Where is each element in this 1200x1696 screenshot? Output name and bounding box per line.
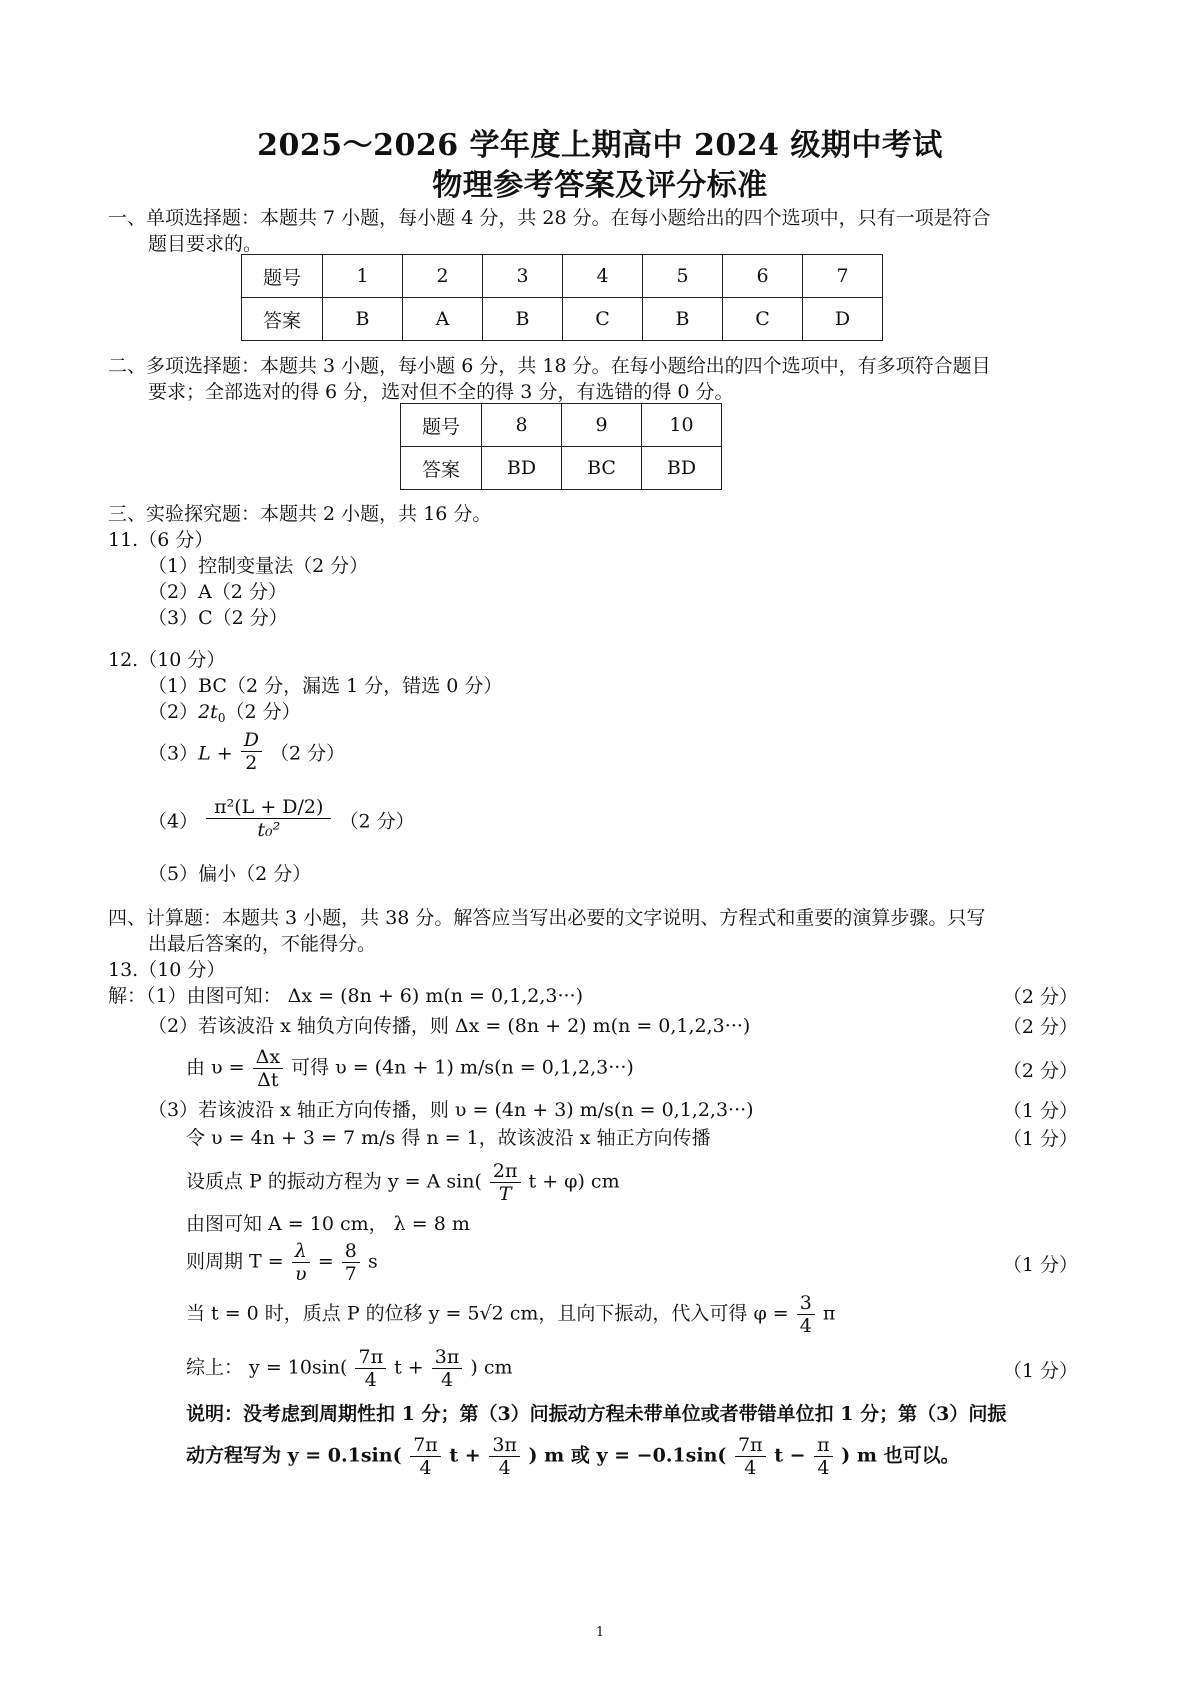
fraction: [735, 1434, 766, 1479]
fraction-numerator: π: [814, 1434, 833, 1457]
fraction: [355, 1346, 386, 1391]
formula-text: =: [317, 1250, 334, 1273]
q11-heading: 11.（6 分）: [108, 529, 214, 551]
q11-answer-1: （1）控制变量法（2 分）: [148, 555, 369, 577]
table-cell: BC: [562, 447, 642, 490]
fraction-numerator: D: [241, 729, 262, 752]
table-cell: 3: [483, 255, 563, 298]
formula-text: t +: [449, 1444, 481, 1467]
q11-answer-3: （3）C（2 分）: [148, 607, 288, 629]
formula-text: 则周期 T =: [186, 1250, 284, 1273]
q13-step-6: [186, 1160, 620, 1205]
fraction-numerator: 3π: [489, 1434, 520, 1457]
fraction-numerator: λ: [292, 1240, 310, 1263]
table-cell: C: [563, 298, 643, 341]
formula-text: ) m 或 y = −0.1sin(: [528, 1444, 727, 1467]
q13-step-9: [186, 1292, 835, 1337]
table-header-cell: 题号: [242, 255, 323, 298]
fraction-denominator: T: [498, 1183, 512, 1205]
grading-note-cont: [186, 1434, 960, 1479]
points-label: （1 分）: [1002, 1360, 1078, 1382]
formula-text: t −: [774, 1444, 806, 1467]
answer-prefix: （2）: [148, 701, 199, 723]
formula-text: s: [367, 1250, 378, 1273]
formula-text: t + φ) cm: [528, 1170, 620, 1193]
section2-heading: 二、多项选择题：本题共 3 小题，每小题 6 分，共 18 分。在每小题给出的四个选项中，有多项符合题目: [108, 355, 991, 377]
fraction-denominator: 4: [799, 1315, 812, 1337]
q13-step-3: [186, 1046, 634, 1091]
fraction-denominator: 4: [364, 1369, 377, 1391]
table-cell: D: [803, 298, 883, 341]
table-cell: C: [723, 298, 803, 341]
table-row: [242, 298, 883, 341]
q12-answer-1: （1）BC（2 分，漏选 1 分，错选 0 分）: [148, 675, 503, 697]
fraction: [206, 796, 331, 841]
formula-text: ) m 也可以。: [841, 1444, 960, 1467]
q13-step-1: 解：（1）由图可知： Δx = (8n + 6) m(n = 0,1,2,3···): [108, 985, 584, 1007]
fraction: [410, 1434, 441, 1479]
table-header-cell: 答案: [401, 447, 482, 490]
formula-text: 设质点 P 的振动方程为 y = A sin(: [186, 1170, 482, 1193]
table-cell: B: [323, 298, 403, 341]
table-cell: 6: [723, 255, 803, 298]
formula-text: 可得 υ = (4n + 1) m/s(n = 0,1,2,3···): [291, 1056, 634, 1079]
fraction-numerator: 7π: [410, 1434, 441, 1457]
points-label: （2 分）: [1002, 1060, 1078, 1082]
section1-heading-cont: 题目要求的。: [148, 233, 263, 255]
table-row: [401, 447, 722, 490]
fraction: [797, 1292, 815, 1337]
table-cell: 1: [323, 255, 403, 298]
formula: L +: [198, 742, 233, 765]
q13-step-5: 令 υ = 4n + 3 = 7 m/s 得 n = 1，故该波沿 x 轴正方向传播: [186, 1127, 711, 1149]
fraction-numerator: Δx: [253, 1046, 283, 1069]
fraction-numerator: 3π: [432, 1346, 463, 1369]
answer-prefix: （3）: [148, 742, 199, 765]
fraction-denominator: t₀²: [257, 819, 281, 841]
fraction: [432, 1346, 463, 1391]
q13-step-10: [186, 1346, 513, 1391]
fraction-denominator: 2: [245, 752, 258, 774]
fraction-denominator: 4: [441, 1369, 454, 1391]
q13-step-7: 由图可知 A = 10 cm， λ = 8 m: [186, 1213, 470, 1235]
table-cell: 9: [562, 404, 642, 447]
fraction-numerator: 7π: [735, 1434, 766, 1457]
fraction-denominator: υ: [294, 1263, 307, 1285]
points-label: （2 分）: [339, 810, 415, 833]
grading-note: 说明：没考虑到周期性扣 1 分；第（3）问振动方程未带单位或者带错单位扣 1 分；第（3）问振: [186, 1403, 1007, 1425]
table-cell: 2: [403, 255, 483, 298]
fraction: [342, 1240, 360, 1285]
fraction-denominator: 4: [744, 1457, 757, 1479]
page-number: 1: [595, 1625, 605, 1640]
fraction-numerator: 2π: [490, 1160, 521, 1183]
q12-answer-2: [148, 698, 301, 732]
formula-text: 动方程写为 y = 0.1sin(: [186, 1444, 402, 1467]
section3-heading: 三、实验探究题：本题共 2 小题，共 16 分。: [108, 503, 492, 525]
fraction: [489, 1434, 520, 1479]
q13-step-2: （2）若该波沿 x 轴负方向传播，则 Δx = (8n + 2) m(n = 0,1,2,3···): [148, 1015, 751, 1037]
table-cell: BD: [642, 447, 722, 490]
points-label: （1 分）: [1002, 1254, 1078, 1276]
single-choice-answer-table: [241, 254, 883, 341]
fraction-denominator: Δt: [257, 1069, 279, 1091]
points-label: （1 分）: [1002, 1100, 1078, 1122]
points-label: （1 分）: [1002, 1128, 1078, 1150]
table-cell: BD: [482, 447, 562, 490]
table-cell: 10: [642, 404, 722, 447]
q13-step-8: [186, 1240, 378, 1285]
points-label: （2 分）: [270, 742, 346, 765]
table-cell: 7: [803, 255, 883, 298]
fraction: [490, 1160, 521, 1205]
formula-text: ) cm: [470, 1356, 513, 1379]
fraction-denominator: 4: [498, 1457, 511, 1479]
q11-answer-2: （2）A（2 分）: [148, 581, 287, 603]
multi-choice-answer-table: [400, 403, 722, 490]
q12-answer-3: [148, 729, 346, 777]
points-label: （2 分）: [1002, 1016, 1078, 1038]
q12-answer-4: [148, 796, 415, 845]
fraction: [253, 1046, 283, 1091]
fraction-numerator: 7π: [355, 1346, 386, 1369]
table-row: [401, 404, 722, 447]
table-cell: B: [483, 298, 563, 341]
q13-step-4: （3）若该波沿 x 轴正方向传播，则 υ = (4n + 3) m/s(n = 0,1,2,3···): [148, 1099, 754, 1121]
q13-heading: 13.（10 分）: [108, 959, 226, 981]
section4-heading-cont: 出最后答案的，不能得分。: [148, 933, 377, 955]
subscript: 0: [217, 711, 226, 725]
fraction-denominator: 4: [817, 1457, 830, 1479]
points-label: （2 分）: [225, 701, 301, 723]
formula-text: π: [822, 1302, 836, 1325]
fraction-numerator: π²(L + D/2): [206, 796, 331, 819]
table-cell: 8: [482, 404, 562, 447]
table-header-cell: 答案: [242, 298, 323, 341]
table-header-cell: 题号: [401, 404, 482, 447]
section4-heading: 四、计算题：本题共 3 小题，共 38 分。解答应当写出必要的文字说明、方程式和重要的演算步骤。只写: [108, 907, 986, 929]
fraction-denominator: 4: [419, 1457, 432, 1479]
table-cell: 5: [643, 255, 723, 298]
table-cell: A: [403, 298, 483, 341]
fraction-denominator: 7: [344, 1263, 357, 1285]
formula-text: 综上： y = 10sin(: [186, 1356, 348, 1379]
formula-text: t +: [394, 1356, 424, 1379]
formula-text: 由 υ =: [186, 1056, 245, 1079]
fraction: [241, 729, 262, 774]
fraction-numerator: 8: [342, 1240, 360, 1263]
formula: 2t: [198, 701, 218, 723]
formula-text: 当 t = 0 时，质点 P 的位移 y = 5√2 cm，且向下振动，代入可得 φ =: [186, 1302, 789, 1325]
fraction: [814, 1434, 833, 1479]
section1-heading: 一、单项选择题：本题共 7 小题，每小题 4 分，共 28 分。在每小题给出的四个选项中，只有一项是符合: [108, 207, 991, 229]
table-cell: 4: [563, 255, 643, 298]
q12-answer-5: （5）偏小（2 分）: [148, 863, 312, 885]
page-title: 2025～2026 学年度上期高中 2024 级期中考试: [257, 128, 943, 163]
page-subtitle: 物理参考答案及评分标准: [432, 168, 768, 203]
fraction-numerator: 3: [797, 1292, 815, 1315]
answer-prefix: （4）: [148, 810, 199, 833]
table-cell: B: [643, 298, 723, 341]
q12-heading: 12.（10 分）: [108, 649, 226, 671]
section2-heading-cont: 要求；全部选对的得 6 分，选对但不全的得 3 分，有选错的得 0 分。: [148, 381, 734, 403]
table-row: [242, 255, 883, 298]
points-label: （2 分）: [1002, 986, 1078, 1008]
fraction: [292, 1240, 310, 1285]
